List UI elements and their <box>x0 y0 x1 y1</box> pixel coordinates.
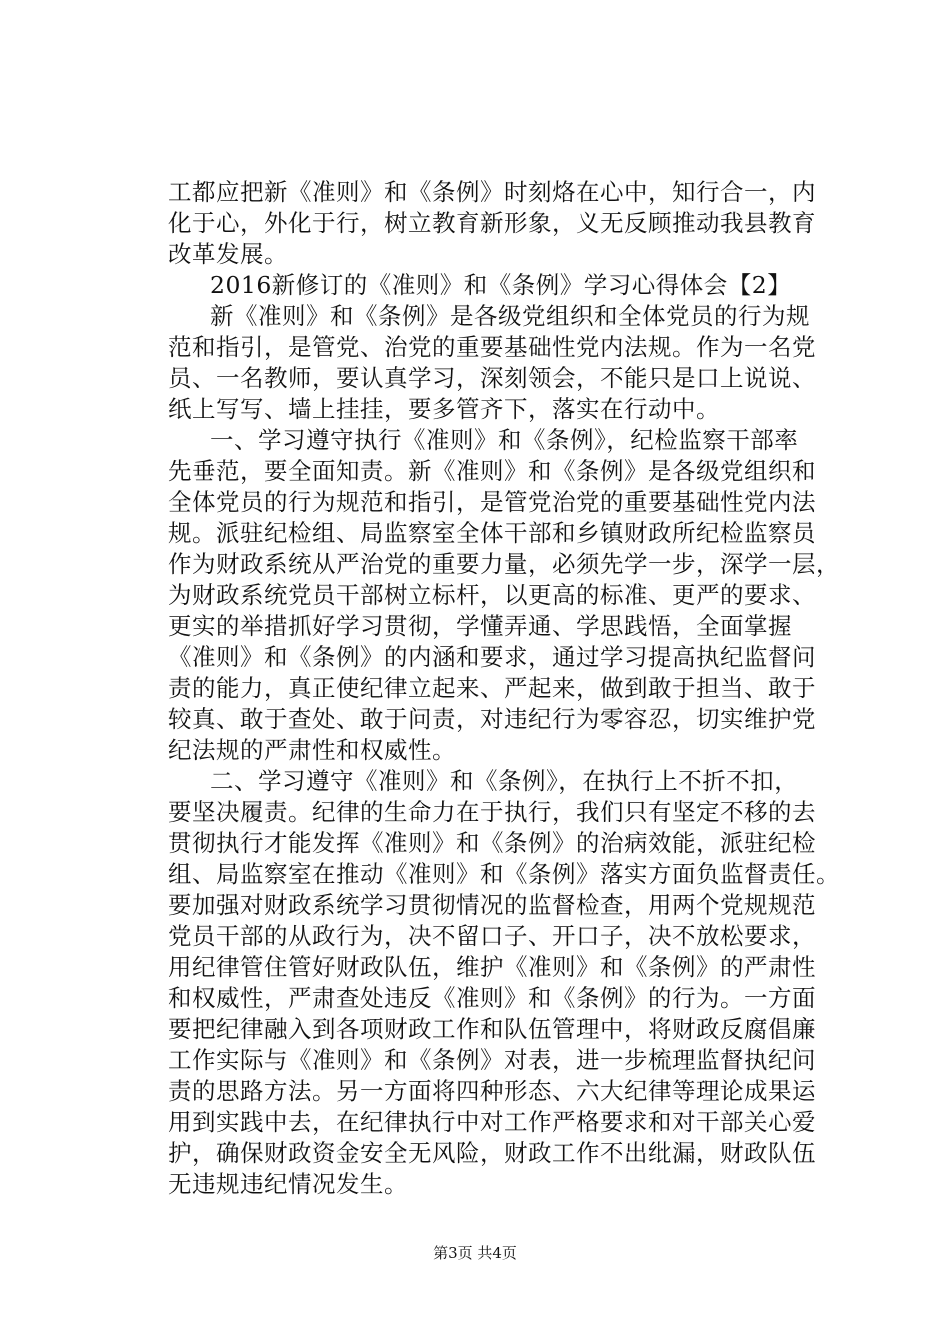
text-line: 先垂范，要全面知责。新《准则》和《条例》是各级党组织和 <box>168 457 816 485</box>
text-line: 护，确保财政资金安全无风险，财政工作不出纰漏，财政队伍 <box>168 1139 816 1167</box>
text-line: 工作实际与《准则》和《条例》对表，进一步梳理监督执纪问 <box>168 1046 816 1074</box>
text-line: 无违规违纪情况发生。 <box>168 1170 408 1198</box>
text-line: 化于心，外化于行，树立教育新形象，义无反顾推动我县教育 <box>168 209 816 237</box>
text-line: 《准则》和《条例》的内涵和要求，通过学习提高执纪监督问 <box>168 643 816 671</box>
text-line: 要坚决履责。纪律的生命力在于执行，我们只有坚定不移的去 <box>168 798 816 826</box>
text-line: 作为财政系统从严治党的重要力量，必须先学一步，深学一层， <box>168 550 840 578</box>
text-line: 纪法规的严肃性和权威性。 <box>168 736 456 764</box>
text-line: 全体党员的行为规范和指引，是管党治党的重要基础性党内法 <box>168 488 816 516</box>
text-line: 党员干部的从政行为，决不留口子、开口子，决不放松要求， <box>168 922 816 950</box>
text-line: 用到实践中去，在纪律执行中对工作严格要求和对干部关心爱 <box>168 1108 816 1136</box>
text-line: 更实的举措抓好学习贯彻，学懂弄通、学思践悟，全面掌握 <box>168 612 792 640</box>
text-line: 责的能力，真正使纪律立起来、严起来，做到敢于担当、敢于 <box>168 674 816 702</box>
text-line: 和权威性，严肃查处违反《准则》和《条例》的行为。一方面 <box>168 984 816 1012</box>
page-number: 第3页 共4页 <box>433 1244 517 1262</box>
text-line: 要加强对财政系统学习贯彻情况的监督检查，用两个党规规范 <box>168 891 816 919</box>
text-line: 改革发展。 <box>168 240 288 268</box>
text-line: 组、局监察室在推动《准则》和《条例》落实方面负监督责任。 <box>168 860 840 888</box>
section-heading: 2016新修订的《准则》和《条例》学习心得体会【2】 <box>210 271 792 299</box>
text-line: 责的思路方法。另一方面将四种形态、六大纪律等理论成果运 <box>168 1077 816 1105</box>
text-line: 二、学习遵守《准则》和《条例》，在执行上不折不扣， <box>210 767 799 795</box>
text-line: 一、学习遵守执行《准则》和《条例》，纪检监察干部率 <box>210 426 799 454</box>
text-line: 纸上写写、墙上挂挂，要多管齐下，落实在行动中。 <box>168 395 720 423</box>
text-line: 较真、敢于查处、敢于问责，对违纪行为零容忍，切实维护党 <box>168 705 816 733</box>
text-line: 要把纪律融入到各项财政工作和队伍管理中，将财政反腐倡廉 <box>168 1015 816 1043</box>
text-line: 范和指引，是管党、治党的重要基础性党内法规。作为一名党 <box>168 333 816 361</box>
text-line: 工都应把新《准则》和《条例》时刻烙在心中，知行合一，内 <box>168 178 816 206</box>
text-line: 用纪律管住管好财政队伍，维护《准则》和《条例》的严肃性 <box>168 953 816 981</box>
text-line: 贯彻执行才能发挥《准则》和《条例》的治病效能，派驻纪检 <box>168 829 816 857</box>
text-line: 规。派驻纪检组、局监察室全体干部和乡镇财政所纪检监察员 <box>168 519 816 547</box>
text-line: 为财政系统党员干部树立标杆，以更高的标准、更严的要求、 <box>168 581 816 609</box>
text-line: 员、一名教师，要认真学习，深刻领会，不能只是口上说说、 <box>168 364 816 392</box>
text-line: 新《准则》和《条例》是各级党组织和全体党员的行为规 <box>210 302 810 330</box>
